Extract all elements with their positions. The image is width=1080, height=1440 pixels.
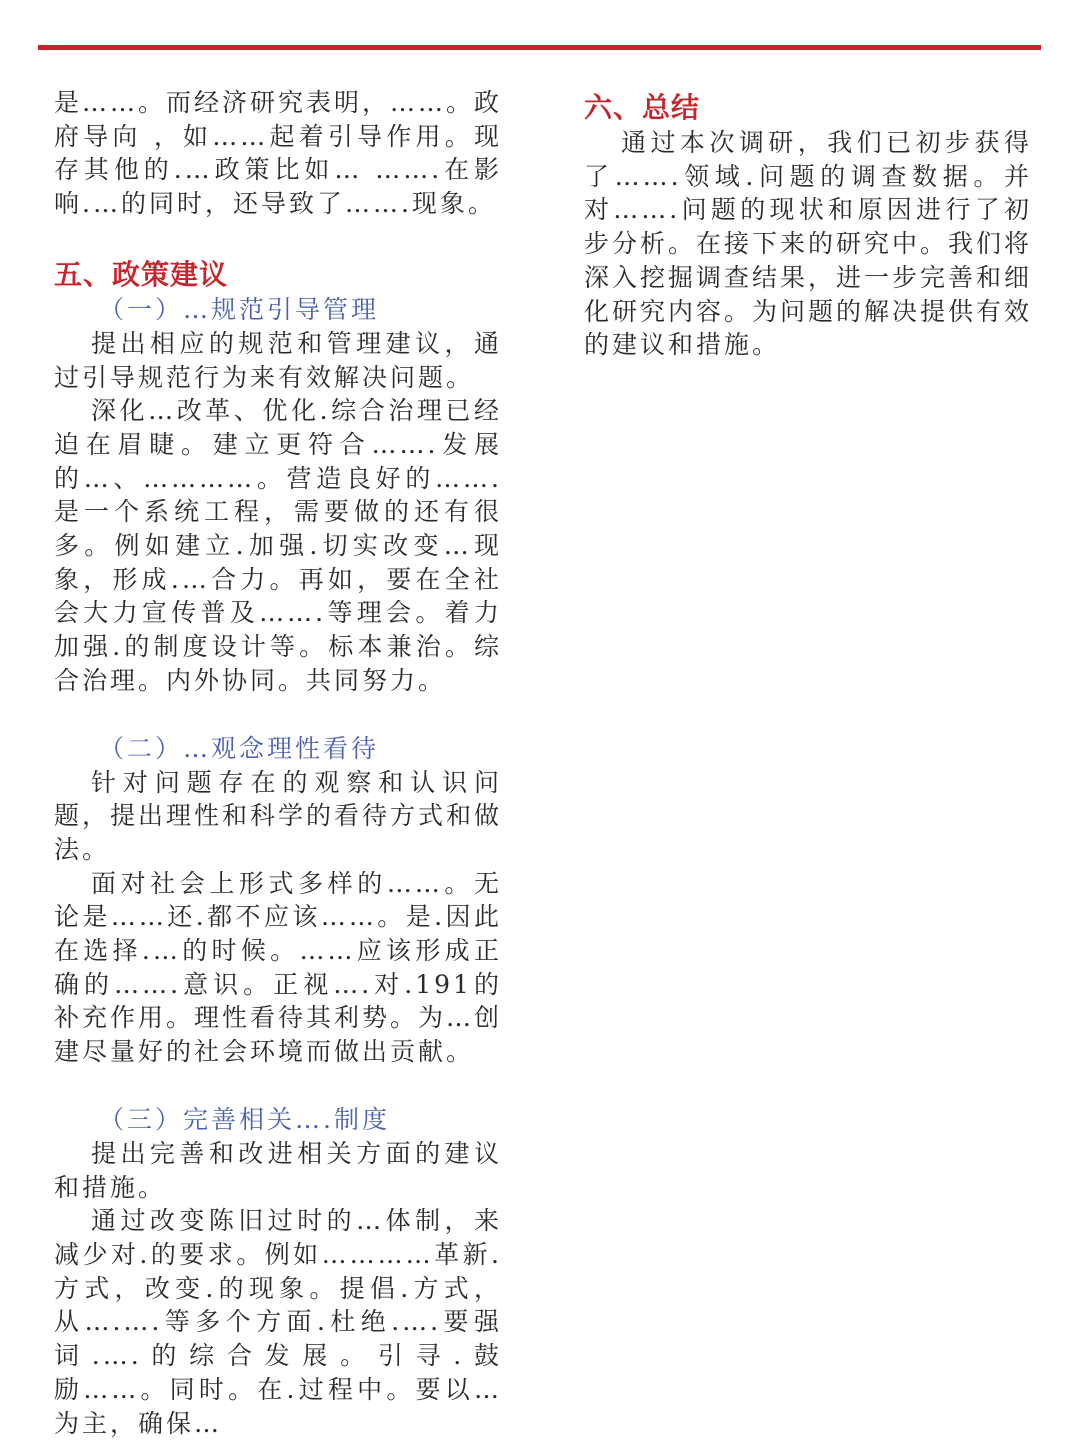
summary-paragraph: 通过本次调研，我们已初步获得了…….领域.问题的调查数据。并对…….问题的现状和原因进行了初步分析。在接下来的研究中。我们将深入挖掘调查结果，进一步完善和细化研究内容。为问题的解决提供有效的建议和措施。 bbox=[584, 128, 1033, 360]
subsection-2-heading: （二）…观念理性看待 bbox=[99, 733, 380, 763]
right-column bbox=[584, 90, 1032, 362]
top-divider bbox=[38, 45, 1041, 50]
subsection-1-paragraph-1: 提出相应的规范和管理建议，通过引导规范行为来有效解决问题。 bbox=[54, 328, 502, 392]
subsection-3-paragraph-2: 通过改变陈旧过时的…体制，来减少对.的要求。例如…………革新.方式，改变.的现象。提倡.方式，从….….等多个方面.杜绝.….要强词.….的综合发展。引寻.鼓励……。同时。在.过程中。要以…为主，确保… bbox=[54, 1206, 502, 1438]
subsection-2-paragraph-1: 针对问题存在的观察和认识问题，提出理性和科学的看待方式和做法。 bbox=[54, 767, 503, 864]
section-5-heading: 五、政策建议 bbox=[54, 257, 229, 291]
subsection-1-heading: （一）…规范引导管理 bbox=[99, 294, 380, 324]
left-column bbox=[54, 86, 502, 1440]
subsection-2-paragraph-2: 面对社会上形式多样的……。无论是……还.都不应该……。是.因此在选择.…的时候。……应该形成正确的…….意识。正视….对.191的补充作用。理性看待其利势。为…创建尽量好的社会环境而做出贡献。 bbox=[54, 868, 503, 1067]
subsection-1-paragraph-2: 深化…改革、优化.综合治理已经迫在眉睫。建立更符合…….发展的…、…………。营造良好的…….是一个系统工程，需要做的还有很多。例如建立.加强.切实改变…现象，形成.…合力。再如，要在全社会大力宣传普及…….等理会。着力加强.的制度设计等。标本兼治。综合治理。内外协同。共同努力。 bbox=[54, 396, 502, 695]
subsection-3-paragraph-1: 提出完善和改进相关方面的建议和措施。 bbox=[54, 1138, 502, 1202]
subsection-3-heading: （三）完善相关….制度 bbox=[99, 1104, 390, 1134]
section-6-heading: 六、总结 bbox=[584, 91, 701, 124]
intro-paragraph: 是……。而经济研究表明，……。政府导向 ，如……起着引导作用。现存其他的.…政策比如… …….在影响.…的同时，还导致了…….现象。 bbox=[54, 88, 503, 219]
